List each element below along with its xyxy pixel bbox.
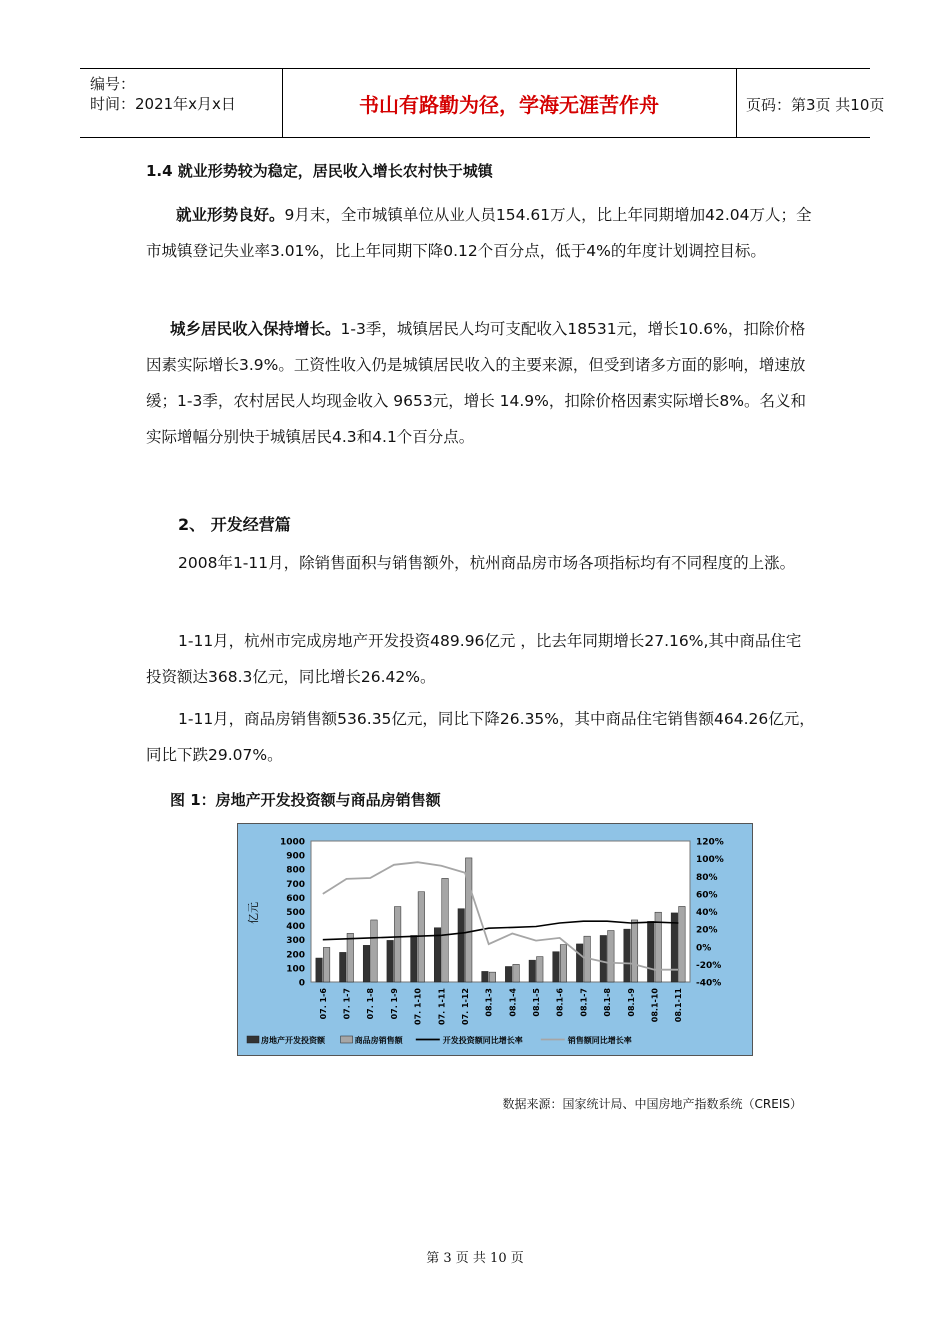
y2-tick-label: 0% [696, 943, 712, 954]
y-tick-label: 800 [286, 865, 305, 876]
x-tick-label: 07. 1-11 [437, 988, 447, 1025]
y-tick-label: 1000 [279, 837, 305, 848]
y-tick-label: 500 [286, 908, 305, 918]
legend-label: 销售额同比增长率 [567, 1036, 632, 1045]
bar-sales [489, 972, 496, 982]
y-tick-label: 600 [286, 893, 305, 904]
x-tick-label: 08.1-8 [603, 988, 613, 1017]
employment-paragraph [146, 197, 816, 269]
x-tick-label: 08.1-9 [626, 988, 636, 1017]
bar-investment [529, 960, 536, 982]
y-tick-label: 200 [286, 950, 305, 961]
section-2-paragraph-3: 1-11月，商品房销售额536.35亿元，同比下降26.35%，其中商品住宅销售额464.26亿元，同比下跌29.07%。 [146, 710, 815, 764]
y-tick-label: 400 [286, 922, 305, 933]
income-lead: 城乡居民收入保持增长。 [170, 320, 341, 338]
y2-tick-label: 60% [696, 890, 718, 901]
legend-label: 商品房销售额 [354, 1036, 403, 1045]
x-tick-label: 08.1-7 [579, 988, 589, 1017]
y2-tick-label: 100% [696, 855, 724, 866]
bar-investment [363, 945, 370, 982]
x-tick-label: 07. 1-10 [413, 988, 423, 1025]
section-2-heading: 2、 开发经营篇 [178, 515, 291, 534]
employment-text: 9月末，全市城镇单位从业人员154.61万人，比上年同期增加42.04万人；全市城镇登记失业率3.01%，比上年同期下降0.12个百分点，低于4%的年度计划调控目标。 [146, 206, 812, 260]
x-tick-label: 08.1-6 [555, 988, 565, 1017]
x-tick-label: 08.1-5 [532, 988, 542, 1017]
x-tick-label: 07. 1-7 [342, 988, 352, 1020]
legend-swatch [247, 1036, 259, 1043]
bar-investment [316, 958, 323, 982]
y2-tick-label: 20% [696, 925, 718, 936]
data-source: 数据来源：国家统计局、中国房地产指数系统（CREIS） [502, 1097, 802, 1111]
y2-tick-label: 120% [696, 837, 724, 848]
bar-investment [553, 952, 560, 982]
section-2-paragraph-1: 2008年1-11月，除销售面积与销售额外，杭州商品房市场各项指标均有不同程度的上涨。 [178, 554, 796, 572]
bar-sales [323, 947, 330, 982]
section-1-4-heading: 1.4 就业形势较为稳定，居民收入增长农村快于城镇 [146, 162, 493, 180]
bar-investment [647, 921, 654, 982]
y-tick-label: 700 [286, 879, 305, 890]
bar-sales [347, 933, 354, 982]
bar-sales [394, 907, 401, 982]
income-text: 1-3季，城镇居民人均可支配收入18531元，增长10.6%，扣除价格因素实际增长3.9%。工资性收入仍是城镇居民收入的主要来源，但受到诸多方面的影响，增速放缓；1-3季，农村居民人均现金收入 9653元，增长 14.9%，扣除价格因素实际增长8%。名义和实际增幅分别快于城镇居民4.3和4.1个百分点。 [146, 320, 806, 446]
figure-caption: 图 1：房地产开发投资额与商品房销售额 [170, 791, 441, 809]
bar-investment [505, 966, 512, 982]
bar-investment [482, 971, 489, 982]
bar-investment [340, 952, 347, 982]
header-motto-cell [282, 69, 737, 137]
bar-investment [600, 935, 607, 982]
bar-investment [387, 940, 394, 982]
page-number-label: 页码：第3页 共10页 [746, 96, 885, 114]
x-tick-label: 08.1-10 [650, 988, 660, 1023]
x-tick-label: 08.1-3 [484, 988, 494, 1017]
income-paragraph [146, 311, 816, 455]
header-info-cell [80, 69, 283, 137]
y2-tick-label: 80% [696, 872, 718, 883]
investment-sales-chart [237, 823, 753, 1056]
x-tick-label: 07. 1-8 [366, 988, 376, 1020]
bar-sales [537, 957, 544, 982]
y-tick-label: 100 [286, 964, 305, 975]
motto: 书山有路勤为径，学海无涯苦作舟 [359, 93, 659, 117]
bar-sales [371, 920, 378, 982]
y2-tick-label: -40% [696, 978, 722, 989]
y-axis-label: 亿元 [247, 902, 260, 924]
legend-label: 开发投资额同比增长率 [442, 1036, 523, 1045]
time-label: 时间：2021年x月x日 [90, 95, 236, 113]
x-tick-label: 07. 1-9 [389, 988, 399, 1020]
footer-page-text: 第 3 页 共 10 页 [426, 1251, 524, 1266]
bar-investment [458, 909, 465, 982]
x-tick-label: 07. 1-12 [460, 988, 470, 1025]
bar-sales [513, 964, 520, 982]
page-header [80, 68, 885, 138]
y2-tick-label: 40% [696, 908, 718, 918]
y-tick-label: 0 [298, 978, 305, 989]
y2-tick-label: -20% [696, 960, 722, 971]
employment-lead: 就业形势良好。 [176, 206, 285, 224]
bar-investment [624, 929, 631, 982]
bar-investment [411, 935, 418, 982]
bar-investment [576, 944, 583, 982]
bar-sales [442, 878, 449, 982]
page-footer [0, 1247, 950, 1266]
y-tick-label: 900 [286, 851, 305, 862]
section-2-paragraph-2: 1-11月，杭州市完成房地产开发投资489.96亿元 ，比去年同期增长27.16%,其中商品住宅投资额达368.3亿元，同比增长26.42%。 [146, 632, 802, 686]
bar-sales [560, 945, 567, 982]
x-tick-label: 08.1-11 [674, 988, 684, 1023]
bar-sales [631, 920, 638, 982]
bar-sales [608, 931, 615, 982]
x-tick-label: 07. 1-6 [318, 988, 328, 1020]
bar-sales [679, 906, 686, 982]
x-tick-label: 08.1-4 [508, 988, 518, 1017]
legend-swatch [341, 1036, 353, 1043]
header-page-cell [736, 69, 885, 137]
y-tick-label: 300 [286, 936, 305, 947]
legend-label: 房地产开发投资额 [261, 1036, 325, 1045]
doc-number-label: 编号： [90, 75, 136, 93]
